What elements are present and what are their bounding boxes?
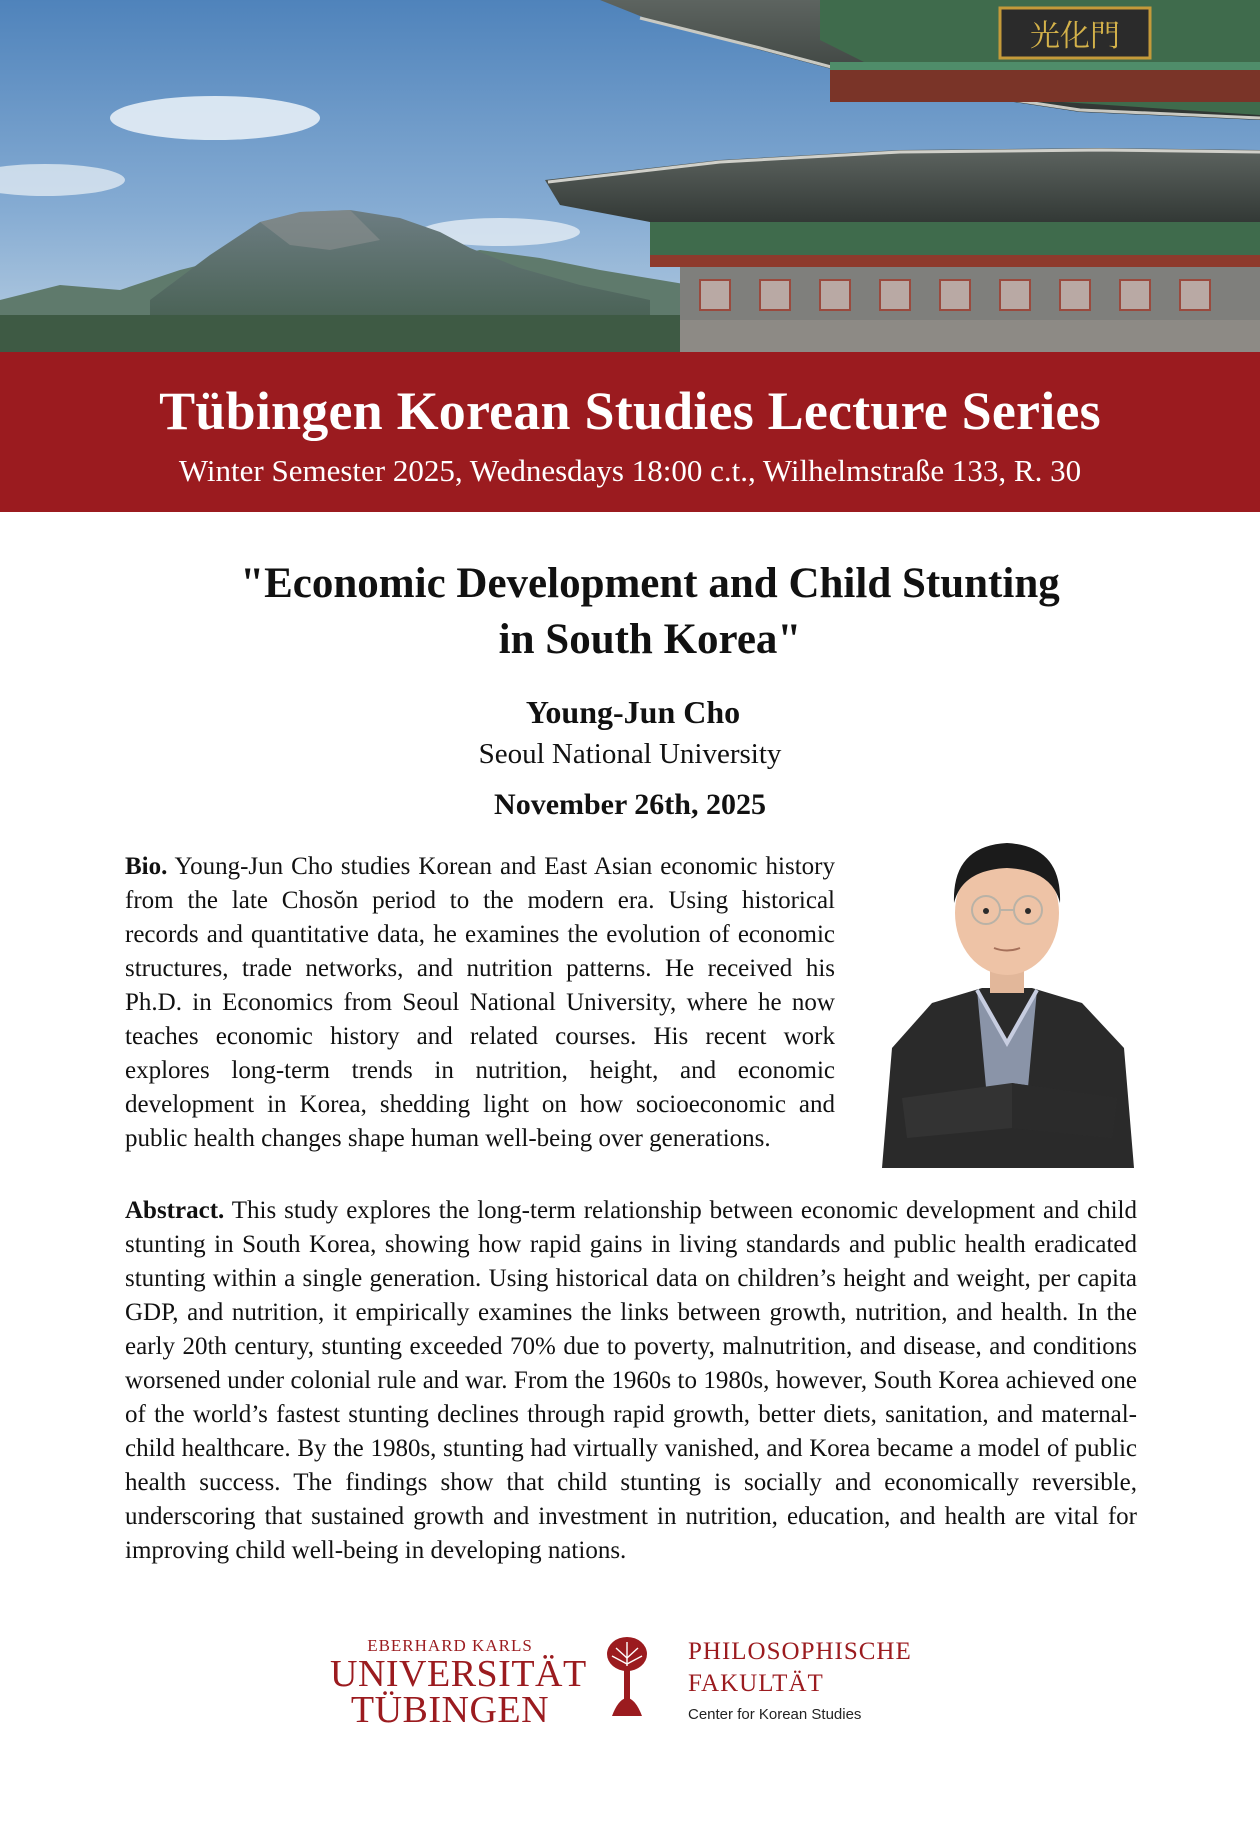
cloud	[110, 96, 320, 140]
university-line1: EBERHARD KARLS	[367, 1636, 533, 1655]
abstract-text: This study explores the long-term relationship between economic development and child stunting in South Korea, showing how rapid gains in living standards and public health eradicated stunting within a single generation. Using historical data on children’s height and weight, per capita GDP, and nutrition, it empirically examines the links between growth, nutrition, and health. In the early 20th century, stunting exceeded 70% due to poverty, malnutrition, and disease, and conditions worsened under colonial rule and war. From the 1960s to 1980s, however, South Korea achieved one of the world’s fastest stunting declines through rapid growth, better diets, sanitation, and maternal-child healthcare. By the 1980s, stunting had virtually vanished, and Korea became a model of public health success. The findings show that child stunting is socially and economically reversible, underscoring that sustained growth and investment in nutrition, education, and health are vital for improving child well-being in developing nations.	[125, 1197, 1137, 1564]
series-banner	[0, 352, 1260, 512]
schedule-line: Winter Semester 2025, Wednesdays 18:00 c.t., Wilhelmstraße 133, R. 30	[178, 453, 1082, 488]
talk-title	[150, 556, 1150, 668]
faculty-line2: FAKULTÄT	[688, 1670, 824, 1697]
abstract-label: Abstract.	[125, 1197, 225, 1224]
bio-text: Young-Jun Cho studies Korean and East Asian economic history from the late Chosŏn period to the modern era. Using historical records and quantitative data, he examines the evolution of economic structures, trade networks, and nutrition patterns. He received his Ph.D. in Economics from Seoul National University, where he now teaches economic history and related courses. His recent work explores long-term trends in nutrition, height, and economic development in Korea, shedding light on how socioeconomic and public health changes shape human well-being over generations.	[125, 853, 835, 1152]
university-logo	[330, 1636, 587, 1731]
bio-label: Bio.	[125, 853, 168, 880]
lecture-date: November 26th, 2025	[494, 788, 766, 821]
header-photo	[0, 0, 1260, 352]
university-line3: TÜBINGEN	[350, 1689, 550, 1731]
series-title: Tübingen Korean Studies Lecture Series	[159, 381, 1101, 441]
abstract-paragraph	[125, 1194, 1137, 1568]
faculty-logo	[688, 1636, 912, 1723]
university-line2: UNIVERSITÄT	[330, 1653, 587, 1695]
tree-icon	[604, 1636, 650, 1718]
faculty-line1: PHILOSOPHISCHE	[688, 1638, 912, 1665]
speaker-name: Young-Jun Cho	[525, 694, 741, 730]
signboard-text: 光化門	[1030, 19, 1120, 54]
talk-title-line2: in South Korea"	[498, 616, 802, 663]
talk-title-line1: "Economic Development and Child Stunting	[240, 560, 1060, 607]
speaker-affiliation: Seoul National University	[478, 738, 782, 770]
center-name: Center for Korean Studies	[688, 1706, 862, 1723]
speaker-portrait	[862, 798, 1152, 1168]
bio-paragraph	[125, 850, 835, 1156]
